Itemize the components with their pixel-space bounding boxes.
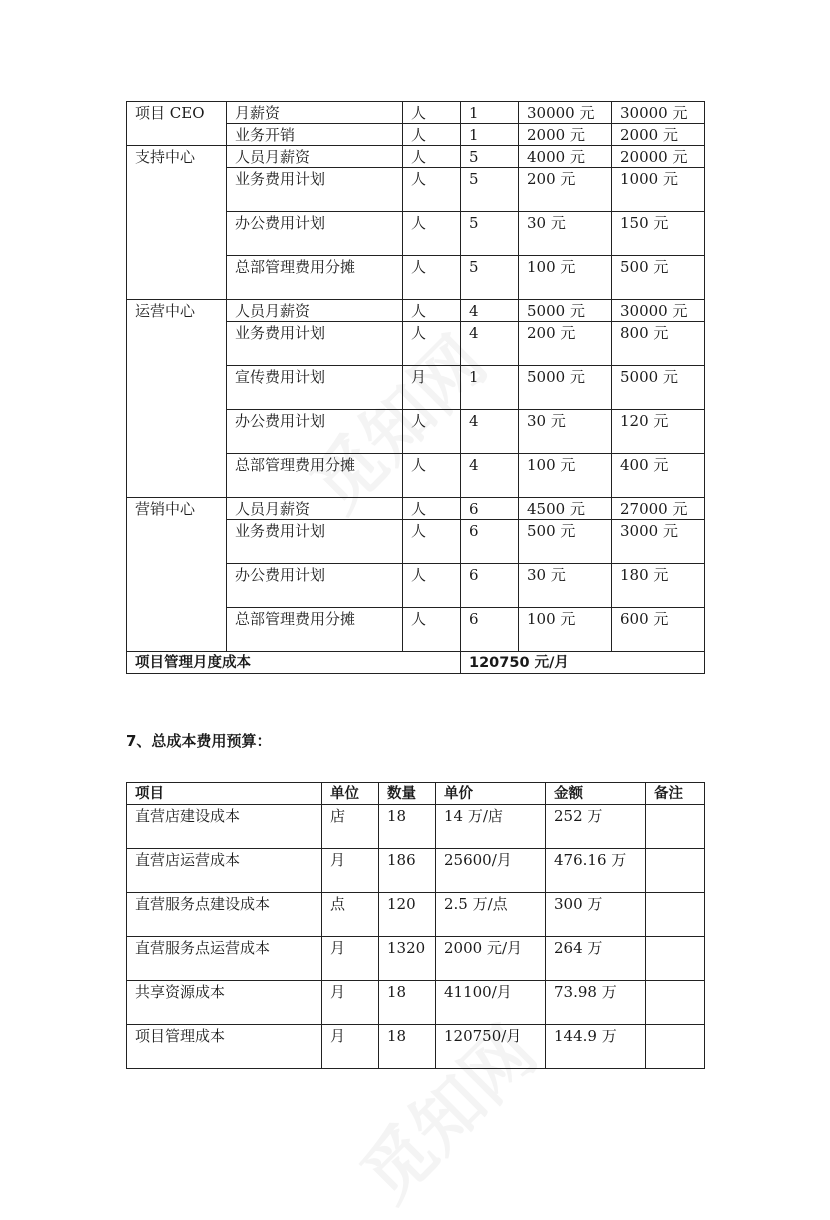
column-header: 金额: [546, 783, 646, 805]
table-row: [127, 102, 705, 124]
cell-qty: 5: [461, 146, 519, 168]
cell-price: 4500 元: [519, 498, 612, 520]
cell-price: 200 元: [519, 168, 612, 212]
cell-unit: 人: [403, 564, 461, 608]
cell-price: 2000 元: [519, 124, 612, 146]
cell-unit: 人: [403, 498, 461, 520]
table-row: [127, 520, 705, 564]
cell-amount: 400 元: [612, 454, 705, 498]
cell-qty: 4: [461, 410, 519, 454]
cell-amount: 144.9 万: [546, 1025, 646, 1069]
cell-item: 人员月薪资: [227, 146, 403, 168]
cell-qty: 4: [461, 454, 519, 498]
cell-note: [646, 849, 705, 893]
cell-price: 500 元: [519, 520, 612, 564]
cell-dept: [127, 168, 227, 212]
cell-qty: 1: [461, 366, 519, 410]
table-row: [127, 981, 705, 1025]
cell-item: 业务费用计划: [227, 520, 403, 564]
cell-price: 25600/月: [436, 849, 546, 893]
cell-amount: 30000 元: [612, 300, 705, 322]
cell-unit: 人: [403, 608, 461, 652]
cell-unit: 点: [322, 893, 379, 937]
table-row: [127, 124, 705, 146]
cell-item: 总部管理费用分摊: [227, 608, 403, 652]
cell-unit: 人: [403, 102, 461, 124]
cell-amount: 252 万: [546, 805, 646, 849]
cell-qty: 5: [461, 168, 519, 212]
cell-amount: 3000 元: [612, 520, 705, 564]
cell-qty: 6: [461, 564, 519, 608]
table-row: [127, 146, 705, 168]
cell-unit: 人: [403, 146, 461, 168]
cell-item: 业务开销: [227, 124, 403, 146]
table-row: [127, 805, 705, 849]
cell-item: 宣传费用计划: [227, 366, 403, 410]
cell-amount: 2000 元: [612, 124, 705, 146]
cell-qty: 18: [379, 981, 436, 1025]
cell-price: 14 万/店: [436, 805, 546, 849]
cell-item: 直营服务点建设成本: [127, 893, 322, 937]
cell-unit: 人: [403, 520, 461, 564]
table-row: [127, 366, 705, 410]
cell-unit: 人: [403, 454, 461, 498]
table-row: [127, 300, 705, 322]
total-label: 项目管理月度成本: [127, 652, 461, 674]
cell-qty: 4: [461, 322, 519, 366]
cell-item: 业务费用计划: [227, 168, 403, 212]
cell-qty: 6: [461, 498, 519, 520]
cell-note: [646, 805, 705, 849]
monthly-cost-table: [126, 101, 705, 674]
cell-price: 100 元: [519, 608, 612, 652]
cell-dept: 运营中心: [127, 300, 227, 322]
cell-unit: 人: [403, 168, 461, 212]
table-row: [127, 410, 705, 454]
table-row: [127, 212, 705, 256]
cell-amount: 73.98 万: [546, 981, 646, 1025]
column-header: 备注: [646, 783, 705, 805]
cell-unit: 月: [322, 849, 379, 893]
cell-unit: 月: [403, 366, 461, 410]
cell-price: 2000 元/月: [436, 937, 546, 981]
cell-qty: 6: [461, 520, 519, 564]
table-row: [127, 849, 705, 893]
table-row: [127, 893, 705, 937]
cell-qty: 18: [379, 1025, 436, 1069]
cell-amount: 800 元: [612, 322, 705, 366]
table-row: [127, 454, 705, 498]
cell-qty: 1: [461, 102, 519, 124]
table-row: [127, 256, 705, 300]
cell-unit: 人: [403, 322, 461, 366]
cell-dept: 项目 CEO: [127, 102, 227, 124]
cell-item: 人员月薪资: [227, 498, 403, 520]
cell-unit: 月: [322, 937, 379, 981]
cell-price: 120750/月: [436, 1025, 546, 1069]
cell-amount: 20000 元: [612, 146, 705, 168]
cell-dept: [127, 124, 227, 146]
cell-amount: 300 万: [546, 893, 646, 937]
total-value: 120750 元/月: [461, 652, 705, 674]
cell-item: 人员月薪资: [227, 300, 403, 322]
cell-price: 30 元: [519, 410, 612, 454]
table-row: [127, 608, 705, 652]
cell-unit: 人: [403, 212, 461, 256]
cell-unit: 人: [403, 410, 461, 454]
cell-dept: [127, 212, 227, 256]
cell-qty: 1: [461, 124, 519, 146]
cell-item: 直营服务点运营成本: [127, 937, 322, 981]
cell-price: 200 元: [519, 322, 612, 366]
header-row: [127, 783, 705, 805]
cell-price: 4000 元: [519, 146, 612, 168]
cell-note: [646, 893, 705, 937]
cell-unit: 人: [403, 124, 461, 146]
column-header: 项目: [127, 783, 322, 805]
cell-item: 直营店建设成本: [127, 805, 322, 849]
table-row: [127, 1025, 705, 1069]
cell-qty: 5: [461, 212, 519, 256]
cell-dept: [127, 454, 227, 498]
cell-amount: 600 元: [612, 608, 705, 652]
cell-amount: 5000 元: [612, 366, 705, 410]
cell-dept: [127, 410, 227, 454]
cell-amount: 500 元: [612, 256, 705, 300]
cell-amount: 264 万: [546, 937, 646, 981]
cell-price: 5000 元: [519, 300, 612, 322]
cell-item: 直营店运营成本: [127, 849, 322, 893]
cell-amount: 476.16 万: [546, 849, 646, 893]
cell-item: 业务费用计划: [227, 322, 403, 366]
total-budget-table: [126, 782, 705, 1069]
cell-price: 30000 元: [519, 102, 612, 124]
cell-price: 5000 元: [519, 366, 612, 410]
cell-price: 100 元: [519, 256, 612, 300]
cell-dept: [127, 366, 227, 410]
cell-item: 办公费用计划: [227, 564, 403, 608]
cell-qty: 18: [379, 805, 436, 849]
cell-unit: 月: [322, 981, 379, 1025]
cell-item: 共享资源成本: [127, 981, 322, 1025]
table-row: [127, 498, 705, 520]
cell-amount: 1000 元: [612, 168, 705, 212]
cell-item: 项目管理成本: [127, 1025, 322, 1069]
column-header: 单价: [436, 783, 546, 805]
table-row: [127, 322, 705, 366]
table-row: [127, 564, 705, 608]
cell-price: 100 元: [519, 454, 612, 498]
total-row: [127, 652, 705, 674]
cell-qty: 5: [461, 256, 519, 300]
cell-dept: [127, 564, 227, 608]
cell-amount: 27000 元: [612, 498, 705, 520]
cell-item: 总部管理费用分摊: [227, 454, 403, 498]
cell-dept: 营销中心: [127, 498, 227, 520]
cell-dept: [127, 608, 227, 652]
cell-item: 办公费用计划: [227, 410, 403, 454]
cell-price: 30 元: [519, 564, 612, 608]
cell-amount: 30000 元: [612, 102, 705, 124]
cell-qty: 6: [461, 608, 519, 652]
cell-unit: 人: [403, 256, 461, 300]
cell-note: [646, 937, 705, 981]
cell-amount: 180 元: [612, 564, 705, 608]
cell-price: 30 元: [519, 212, 612, 256]
cell-dept: [127, 520, 227, 564]
cell-dept: [127, 256, 227, 300]
cell-amount: 120 元: [612, 410, 705, 454]
column-header: 单位: [322, 783, 379, 805]
cell-item: 月薪资: [227, 102, 403, 124]
cell-note: [646, 1025, 705, 1069]
cell-amount: 150 元: [612, 212, 705, 256]
cell-price: 2.5 万/点: [436, 893, 546, 937]
cell-note: [646, 981, 705, 1025]
cell-qty: 1320: [379, 937, 436, 981]
cell-item: 总部管理费用分摊: [227, 256, 403, 300]
cell-qty: 120: [379, 893, 436, 937]
cell-unit: 店: [322, 805, 379, 849]
table-row: [127, 168, 705, 212]
cell-dept: 支持中心: [127, 146, 227, 168]
table-row: [127, 937, 705, 981]
cell-qty: 186: [379, 849, 436, 893]
cell-dept: [127, 322, 227, 366]
cell-unit: 人: [403, 300, 461, 322]
cell-price: 41100/月: [436, 981, 546, 1025]
cell-item: 办公费用计划: [227, 212, 403, 256]
cell-unit: 月: [322, 1025, 379, 1069]
section-heading: 7、总成本费用预算：: [126, 732, 272, 750]
column-header: 数量: [379, 783, 436, 805]
cell-qty: 4: [461, 300, 519, 322]
